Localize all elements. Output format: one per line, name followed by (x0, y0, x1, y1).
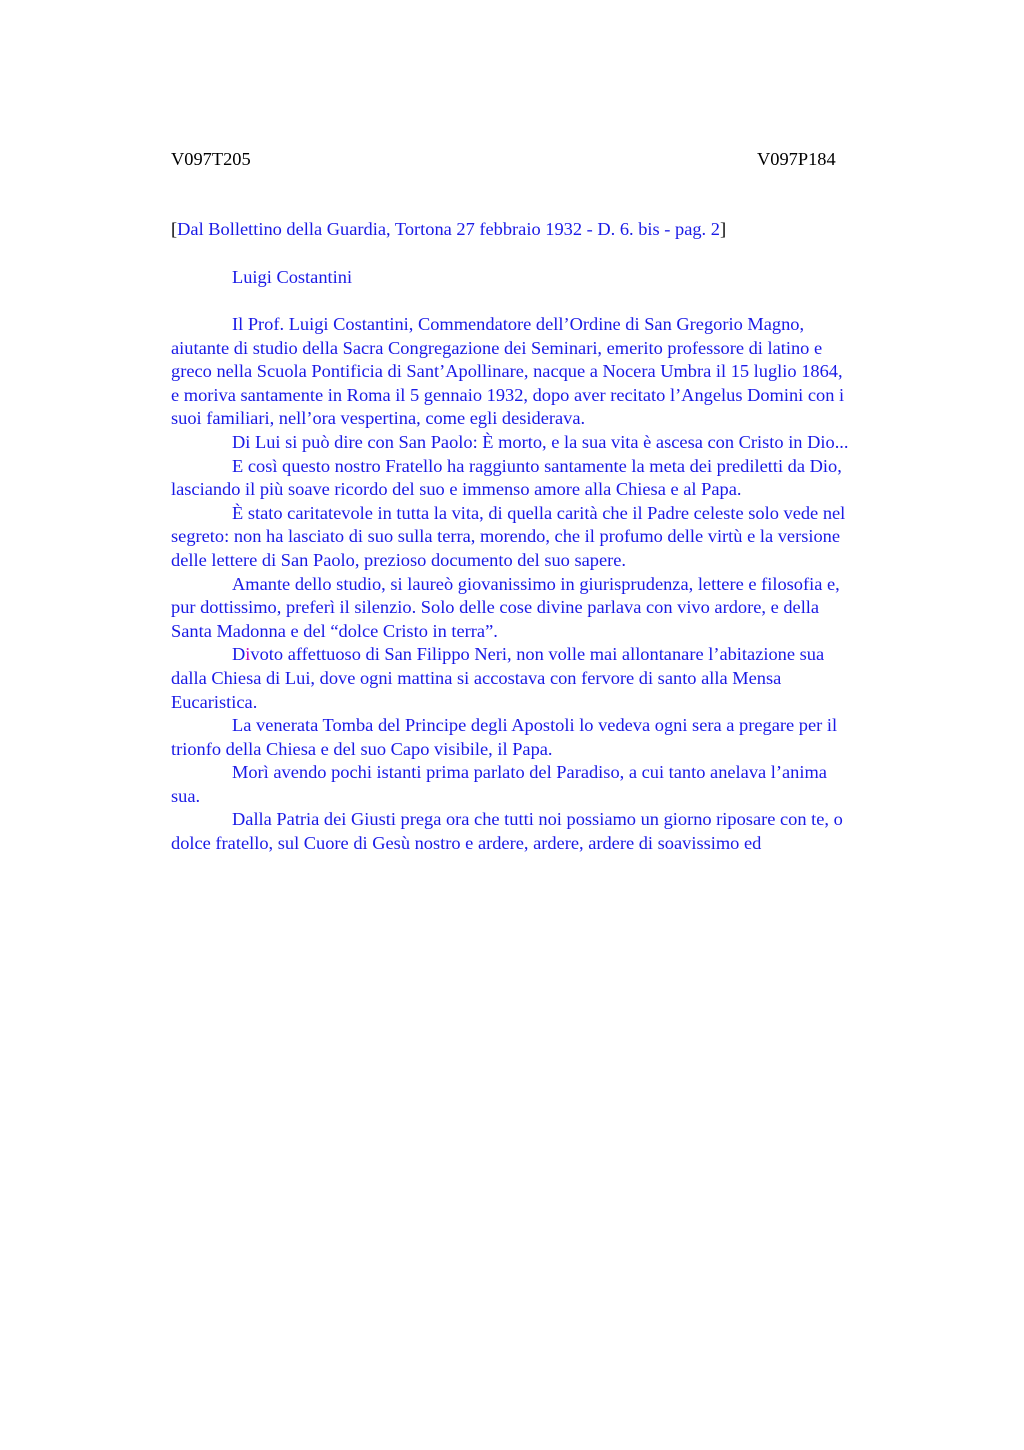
paragraph (171, 573, 931, 644)
text-line: Morì avendo pochi istanti prima parlato del Paradiso, a cui tanto anelava l’anima (232, 762, 827, 783)
text-line: Di Lui si può dire con San Paolo: È morto, e la sua vita è ascesa con Cristo in Dio... (232, 431, 849, 452)
text-line: Il Prof. Luigi Costantini, Commendatore dell’Ordine di San Gregorio Magno, (232, 314, 805, 334)
source-open-bracket: [ (171, 219, 178, 239)
paragraph (171, 313, 931, 431)
text-line (171, 643, 931, 667)
text-line: lasciando il più soave ricordo del suo e immenso amore alla Chiesa e al Papa. (171, 479, 742, 500)
paragraph (171, 643, 931, 714)
document-code-right: V097P184 (757, 149, 836, 169)
paragraph (171, 431, 931, 455)
text-line: dalla Chiesa di Lui, dove ogni mattina si accostava con fervore di santo alla Mensa (171, 667, 782, 688)
highlighted-letter: i (245, 644, 251, 665)
text-line: È stato caritatevole in tutta la vita, di quella carità che il Padre celeste solo vede nel (232, 502, 846, 523)
text-line: Santa Madonna e del “dolce Cristo in terra”. (171, 620, 498, 641)
text-fragment: voto affettuoso di San Filippo Neri, non volle mai allontanare l’abitazione sua (250, 644, 825, 665)
text-line: trionfo della Chiesa e del suo Capo visibile, il Papa. (171, 738, 553, 759)
document-code-left: V097T205 (171, 149, 251, 169)
source-close-bracket: ] (719, 219, 727, 239)
paragraph (171, 761, 931, 808)
text-line: dolce fratello, sul Cuore di Gesù nostro e ardere, ardere, ardere di soavissimo ed (171, 833, 762, 854)
text-line: sua. (171, 785, 201, 806)
text-line: delle lettere di San Paolo, prezioso documento del suo sapere. (171, 549, 627, 570)
source-citation (171, 218, 931, 242)
text-line: Dalla Patria dei Giusti prega ora che tutti noi possiamo un giorno riposare con te, o (232, 809, 843, 830)
text-line: E così questo nostro Fratello ha raggiunto santamente la meta dei prediletti da Dio, (232, 455, 842, 476)
text-line: La venerata Tomba del Principe degli Apostoli lo vedeva ogni sera a pregare per il (232, 715, 838, 736)
paragraph (171, 808, 931, 855)
paragraph (171, 455, 931, 502)
text-line: Eucaristica. (171, 691, 258, 712)
text-fragment: D (232, 644, 246, 665)
paragraph (171, 502, 931, 573)
text-line: e moriva santamente in Roma il 5 gennaio 1932, dopo aver recitato l’Angelus Domini con i (171, 384, 845, 405)
text-line: Amante dello studio, si laureò giovanissimo in giurisprudenza, lettere e filosofia e, (232, 573, 840, 594)
article-body (171, 313, 931, 856)
text-line: greco nella Scuola Pontificia di Sant’Apollinare, nacque a Nocera Umbra il 15 luglio 1864, (171, 361, 843, 382)
text-line: pur dottissimo, preferì il silenzio. Solo delle cose divine parlava con vivo ardore, e della (171, 597, 820, 618)
text-line: suoi familiari, nell’ora vespertina, come egli desiderava. (171, 408, 586, 429)
article-title: Luigi Costantini (232, 267, 353, 287)
text-line: aiutante di studio della Sacra Congregazione dei Seminari, emerito professore di latino e (171, 337, 823, 358)
source-text: Dal Bollettino della Guardia, Tortona 27 febbraio 1932 - D. 6. bis - pag. 2 (177, 219, 720, 239)
text-line: segreto: non ha lasciato di suo sulla terra, morendo, che il profumo delle virtù e la versione (171, 526, 841, 547)
paragraph (171, 714, 931, 761)
